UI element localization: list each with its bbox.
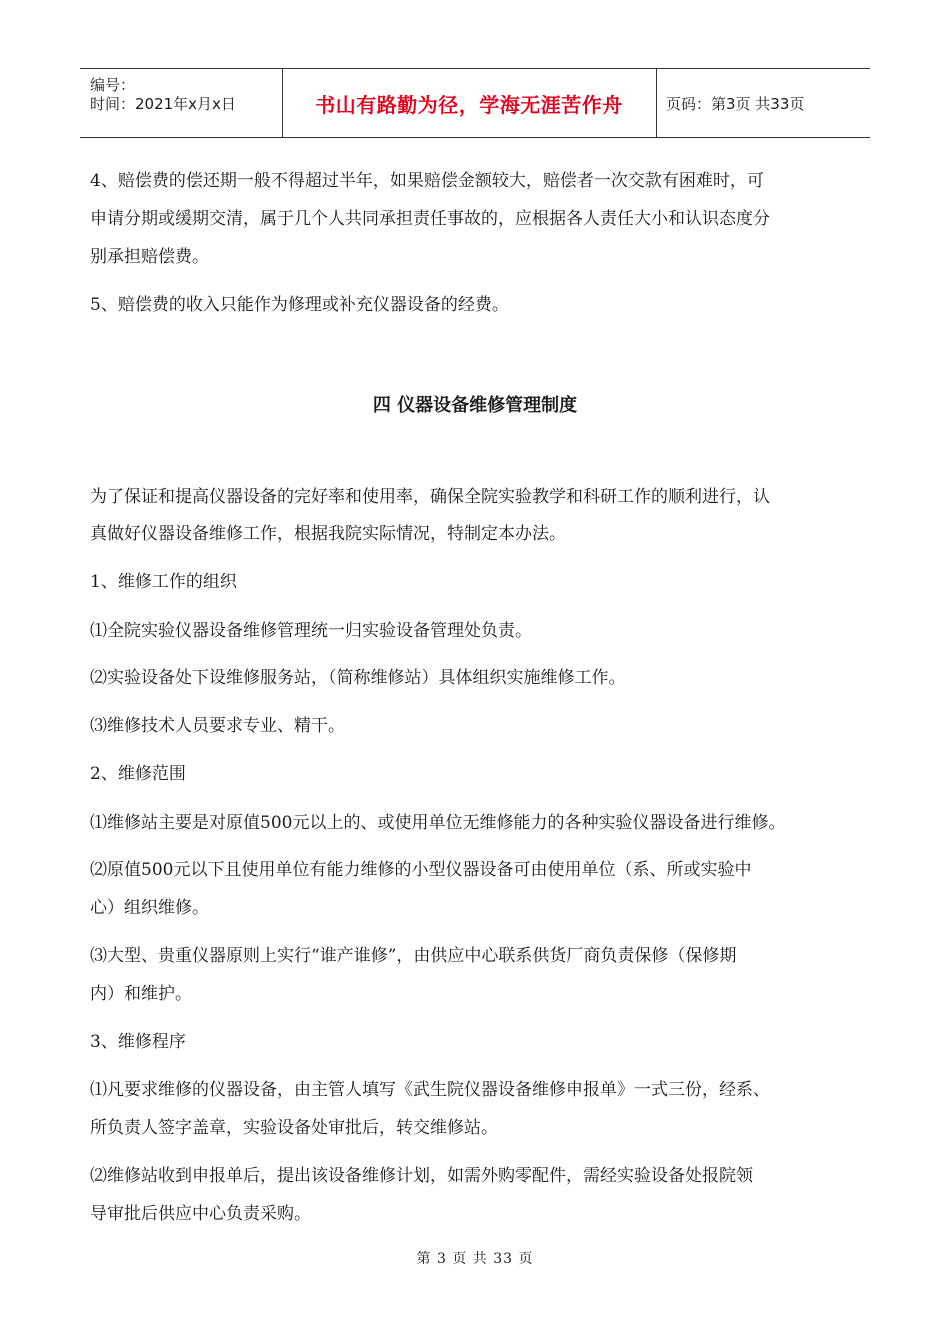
text-line: ⑴凡要求维修的仪器设备，由主管人填写《武生院仪器设备维修申报单》一式三份，经系、 — [90, 1080, 770, 1100]
text-line: 4、赔偿费的偿还期一般不得超过半年，如果赔偿金额较大，赔偿者一次交款有困难时，可 — [90, 171, 764, 191]
date-line: 时间：2021年x月x日 — [90, 95, 236, 113]
text-line: 3、维修程序 — [90, 1032, 186, 1052]
text-line: 导审批后供应中心负责采购。 — [90, 1204, 311, 1224]
text-line: ⑶大型、贵重仪器原则上实行“谁产谁修”，由供应中心联系供货厂商负责保修（保修期 — [90, 946, 737, 966]
text-line: 1、维修工作的组织 — [90, 572, 237, 592]
text-line: 心）组织维修。 — [90, 898, 209, 918]
text-line: 内）和维护。 — [90, 984, 192, 1004]
text-line: ⑵实验设备处下设维修服务站，（简称维修站）具体组织实施维修工作。 — [90, 668, 626, 688]
text-line: 申请分期或缓期交清，属于几个人共同承担责任事故的，应根据各人责任大小和认识态度分 — [90, 209, 770, 229]
text-line: ⑴全院实验仪器设备维修管理统一归实验设备管理处负责。 — [90, 621, 532, 641]
header-motto: 书山有路勤为径，学海无涯苦作舟 — [282, 69, 657, 137]
text-line: ⑵原值500元以下且使用单位有能力维修的小型仪器设备可由使用单位（系、所或实验中 — [90, 860, 752, 880]
text-line: ⑵维修站收到申报单后，提出该设备维修计划，如需外购零配件，需经实验设备处报院领 — [90, 1166, 753, 1186]
page-footer: 第 3 页 共 33 页 — [416, 1251, 534, 1267]
text-line: ⑶维修技术人员要求专业、精干。 — [90, 716, 345, 736]
header-table — [80, 68, 870, 138]
text-line: 5、赔偿费的收入只能作为修理或补充仪器设备的经费。 — [90, 295, 509, 315]
number-label: 编号： — [90, 76, 136, 94]
text-line: 别承担赔偿费。 — [90, 247, 209, 267]
text-line: 真做好仪器设备维修工作，根据我院实际情况，特制定本办法。 — [90, 524, 566, 544]
text-line: ⑴维修站主要是对原值500元以上的、或使用单位无维修能力的各种实验仪器设备进行维修。 — [90, 813, 786, 833]
text-line: 2、维修范围 — [90, 764, 186, 784]
header-page-info: 页码：第3页 共33页 — [666, 94, 805, 113]
header-meta — [80, 69, 283, 137]
text-line: 为了保证和提高仪器设备的完好率和使用率，确保全院实验教学和科研工作的顺利进行，认 — [90, 487, 770, 507]
text-line: 所负责人签字盖章，实验设备处审批后，转交维修站。 — [90, 1118, 498, 1138]
section-title: 四 仪器设备维修管理制度 — [372, 395, 578, 416]
